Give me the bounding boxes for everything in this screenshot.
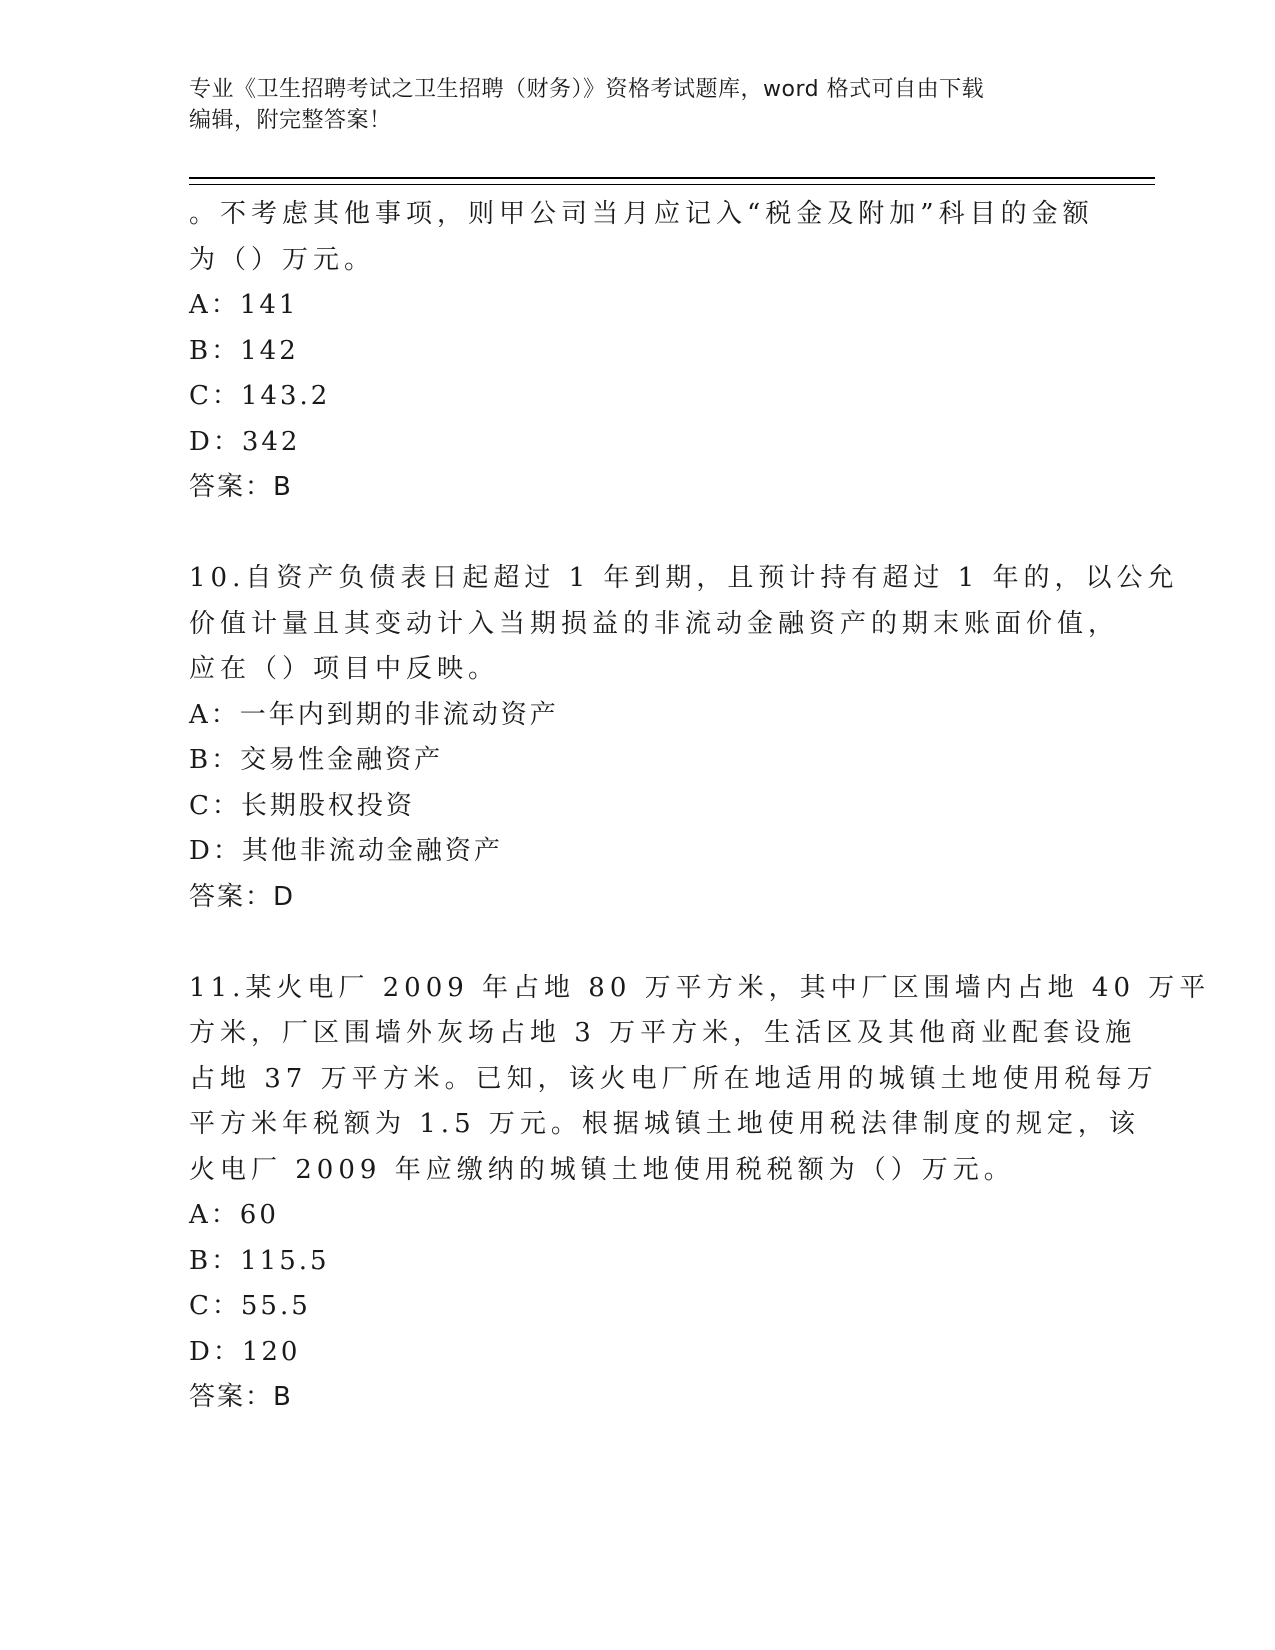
question-stem-line: 。不考虑其他事项，则甲公司当月应记入“税金及附加”科目的金额 bbox=[189, 199, 1094, 229]
option-a: A：60 bbox=[189, 1200, 279, 1230]
header-divider-thin bbox=[189, 184, 1155, 185]
question-stem-line: 为（）万元。 bbox=[189, 244, 376, 275]
option-a: A：141 bbox=[189, 290, 299, 320]
option-c: C：143.2 bbox=[189, 381, 331, 411]
question-stem-line: 方米，厂区围墙外灰场占地 3 万平方米，生活区及其他商业配套设施 bbox=[189, 1018, 1137, 1048]
header-divider-thick bbox=[189, 177, 1155, 179]
question-stem-line: 应在（）项目中反映。 bbox=[189, 654, 500, 684]
question-stem-line: 占地 37 万平方米。已知，该火电厂所在地适用的城镇土地使用税每万 bbox=[189, 1063, 1158, 1094]
option-c: C：长期股权投资 bbox=[189, 790, 415, 821]
question-stem-line: 11.某火电厂 2009 年占地 80 万平方米，其中厂区围墙内占地 40 万平 bbox=[189, 972, 1211, 1003]
option-c: C：55.5 bbox=[189, 1291, 311, 1321]
option-d: D：120 bbox=[189, 1336, 301, 1367]
question-stem-line: 10.自资产负债表日起超过 1 年到期，且预计持有超过 1 年的，以公允 bbox=[189, 563, 1179, 593]
document-header bbox=[189, 74, 1089, 136]
spacer bbox=[189, 511, 1089, 557]
question-stem-line: 价值计量且其变动计入当期损益的非流动金融资产的期末账面价值， bbox=[189, 608, 1120, 639]
option-b: B：142 bbox=[189, 335, 299, 366]
spacer bbox=[189, 920, 1089, 966]
answer-label: 答案：D bbox=[189, 881, 296, 912]
option-b: B：115.5 bbox=[189, 1245, 330, 1276]
answer-label: 答案：B bbox=[189, 472, 293, 502]
question-stem-line: 火电厂 2009 年应缴纳的城镇土地使用税税额为（）万元。 bbox=[189, 1154, 1015, 1185]
option-a: A：一年内到期的非流动资产 bbox=[189, 699, 559, 730]
option-d: D：其他非流动金融资产 bbox=[189, 836, 503, 866]
header-line-2: 编辑，附完整答案！ bbox=[189, 108, 392, 133]
answer-label: 答案：B bbox=[189, 1382, 293, 1412]
question-11 bbox=[189, 966, 1211, 1421]
option-d: D：342 bbox=[189, 426, 301, 457]
question-10 bbox=[189, 556, 1179, 920]
question-stem-line: 平方米年税额为 1.5 万元。根据城镇土地使用税法律制度的规定，该 bbox=[189, 1109, 1140, 1139]
option-b: B：交易性金融资产 bbox=[189, 745, 444, 775]
question-list bbox=[189, 192, 1211, 1421]
header-line-1: 专业《卫生招聘考试之卫生招聘（财务）》资格考试题库，word 格式可自由下载 bbox=[189, 77, 985, 102]
question-9 bbox=[189, 192, 1094, 511]
